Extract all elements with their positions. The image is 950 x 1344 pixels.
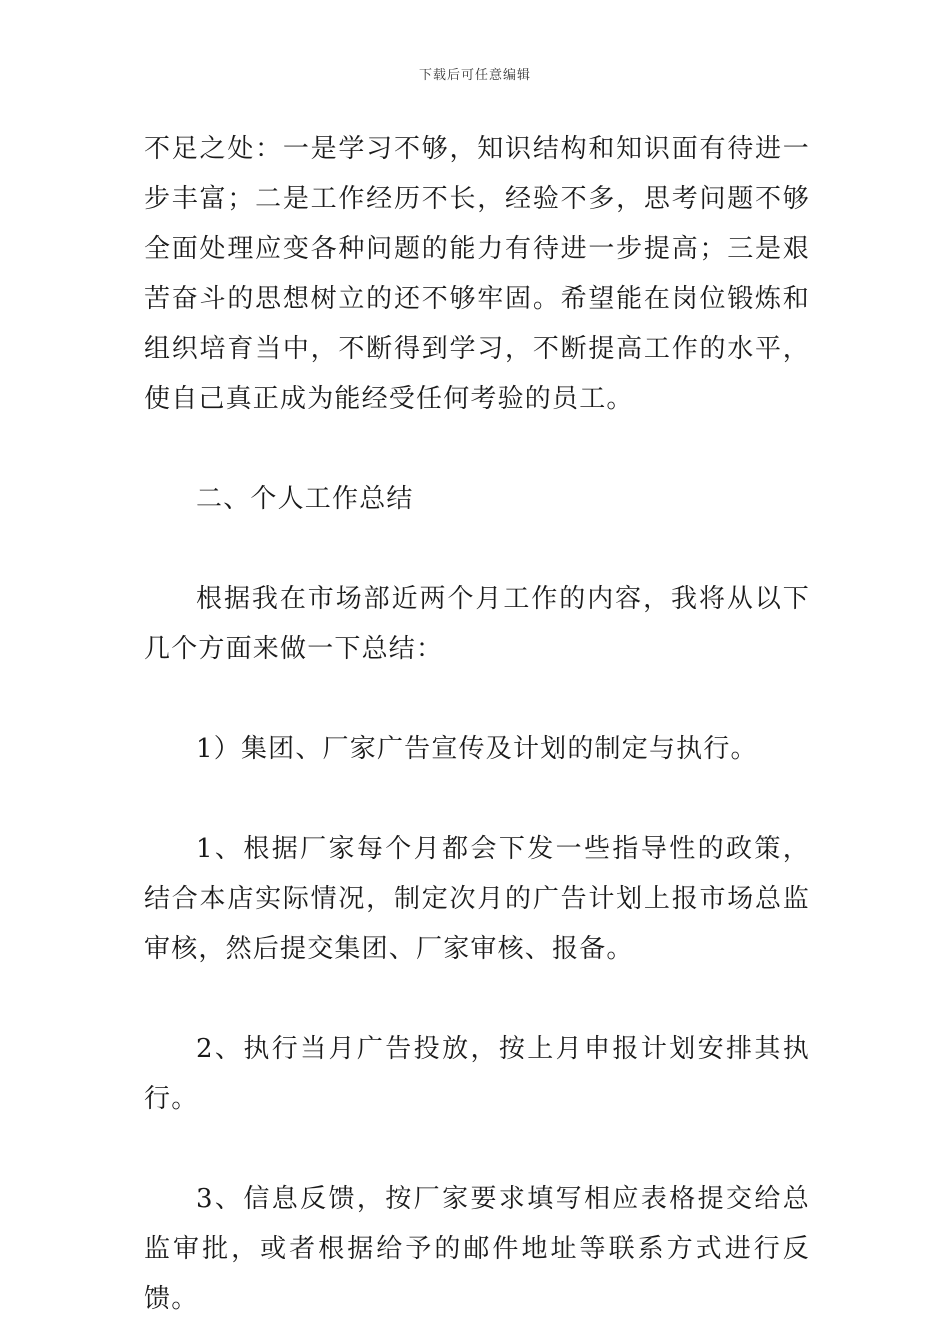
document-body [144,124,810,1324]
paragraph-item-1: 1、根据厂家每个月都会下发一些指导性的政策，结合本店实际情况，制定次月的广告计划上报市场总监审核，然后提交集团、厂家审核、报备。 [144,834,810,964]
section-heading: 二、个人工作总结 [196,484,414,514]
paragraph-item-3: 3、信息反馈，按厂家要求填写相应表格提交给总监审批，或者根据给予的邮件地址等联系方式进行反馈。 [144,1184,810,1314]
paragraph-item-2: 2、执行当月广告投放，按上月申报计划安排其执行。 [144,1034,810,1114]
paragraph-intro: 根据我在市场部近两个月工作的内容，我将从以下几个方面来做一下总结： [144,584,810,664]
paragraph-item-heading: 1）集团、厂家广告宣传及计划的制定与执行。 [196,734,758,764]
page-header: 下载后可任意编辑 [418,68,531,83]
paragraph-shortcomings: 不足之处：一是学习不够，知识结构和知识面有待进一步丰富；二是工作经历不长，经验不多，思考问题不够全面处理应变各种问题的能力有待进一步提高；三是艰苦奋斗的思想树立的还不够牢固。希望能在岗位锻炼和组织培育当中，不断得到学习，不断提高工作的水平，使自己真正成为能经受任何考验的员工。 [144,134,810,414]
